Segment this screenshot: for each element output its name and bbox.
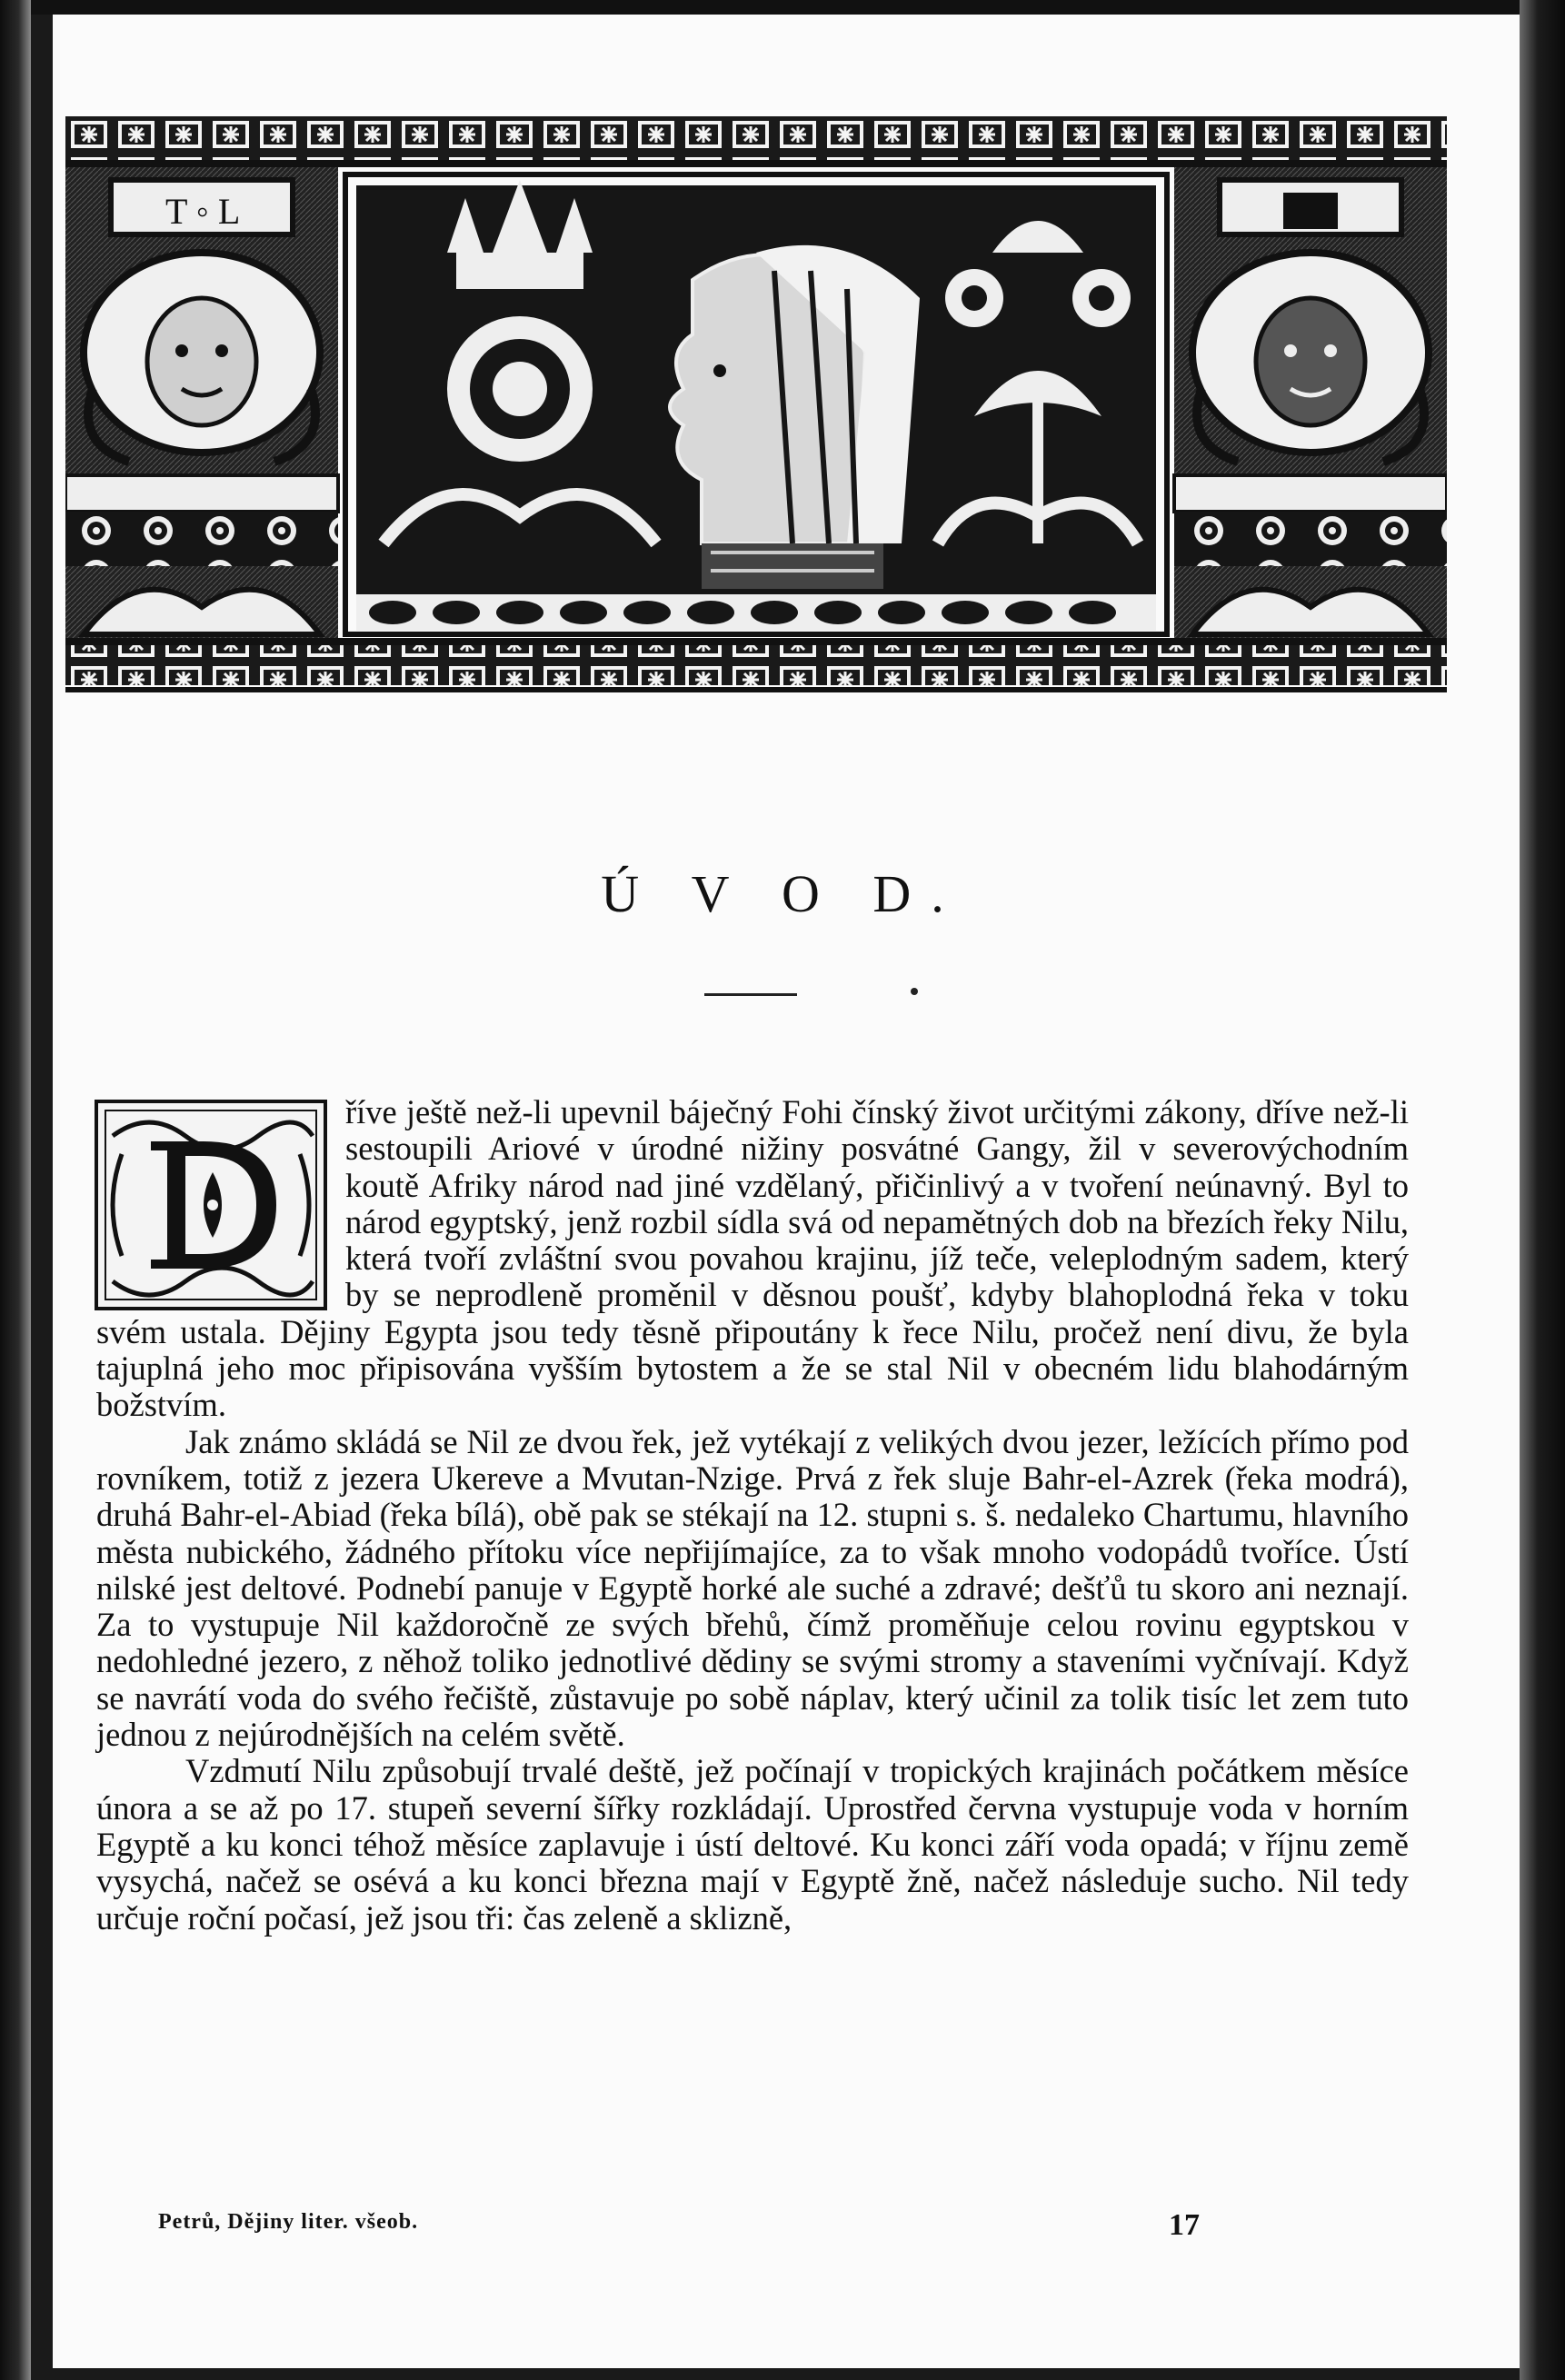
egyptian-ornamental-banner bbox=[65, 116, 1447, 698]
scan-left-edge bbox=[0, 0, 31, 2380]
paragraph-1: říve ještě než-li upevnil báječný Fohi čínský život určitými zákony, dříve než-li sestoupili Ariové v úrodné nižiny posvátné Gangy, žil v severovýchodním koutě Afriky národ nad jiné vzdělaný, přičinlivý a v tvoření neúnavný. Byl to národ egyptský, jenž rozbil sídla svá od nepamětných dob na březích řeky Nilu, která tvoří zvláštní svou povahou krajinu, jíž teče, veleplodným sadem, který by se neprodleně proměnil v děsnou poušť, kdyby blahoplodná řeka v toku svém ustala. Dějiny Egypta jsou tedy těsně připoutány k řece Nilu, pročež není divu, že byla tajuplná jeho moc připisována vyšším bytostem a že se stal Nil v obecném lidu blahodárným božstvím. bbox=[96, 1093, 1409, 1424]
dropcap-d bbox=[95, 1100, 327, 1310]
dropcap-ornament-icon bbox=[95, 1100, 327, 1310]
body-text bbox=[96, 1094, 1409, 1937]
title-divider bbox=[704, 993, 797, 996]
footer-source: Petrů, Dějiny liter. všeob. bbox=[158, 2210, 419, 2234]
chapter-title: Ú V O D. bbox=[601, 864, 964, 923]
scan-top-edge bbox=[0, 0, 1565, 15]
scan-right-edge bbox=[1520, 0, 1565, 2380]
svg-text:T ◦ L: T ◦ L bbox=[165, 191, 241, 232]
print-speck bbox=[911, 988, 918, 995]
ornament-illustration bbox=[65, 116, 1447, 698]
paragraph-3: Vzdmutí Nilu způsobují trvalé deště, jež počínají v tropických krajinách počátkem měsíce února a se až po 17. stupeň severní šířky rozkládají. Uprostřed června vystupuje voda v horním Egyptě a ku konci téhož měsíce zaplavuje i ústí deltové. Ku konci září voda opadá; v říjnu země vysychá, načež se osévá a ku konci března mají v Egyptě žně, načež následuje sucho. Nil tedy určuje roční počasí, jež jsou tři: čas zeleně a sklizně, bbox=[96, 1752, 1409, 1937]
page-number: 17 bbox=[1169, 2208, 1200, 2242]
paragraph-2: Jak známo skládá se Nil ze dvou řek, jež vytékají z velikých dvou jezer, ležících přímo pod rovníkem, totiž z jezera Ukereve a Mvutan-Nzige. Prvá z řek sluje Bahr-el-Azrek (řeka modrá), druhá Bahr-el-Abiad (řeka bílá), obě pak se stékají na 12. stupni s. š. nedaleko Chartumu, hlavního města nubického, žádného přítoku více nepřijímajíce, za to však mnoho vodopádů tvoříce. Ústí nilské jest deltové. Podnebí panuje v Egyptě horké ale suché a zdravé; dešťů tu skoro ani neznají. Za to vystupuje Nil každoročně ze svých břehů, čímž proměňuje celou rovinu egyptskou v nedohledné jezero, z něhož toliko jednotlivé dědiny se svými stromy a staveními vyčnívají. Když se navrátí voda do svého řečiště, zůstavuje po sobě náplav, který učinil za tolik tisíc let zem tuto jednou z nejúrodnějších na celém světě. bbox=[96, 1422, 1409, 1754]
